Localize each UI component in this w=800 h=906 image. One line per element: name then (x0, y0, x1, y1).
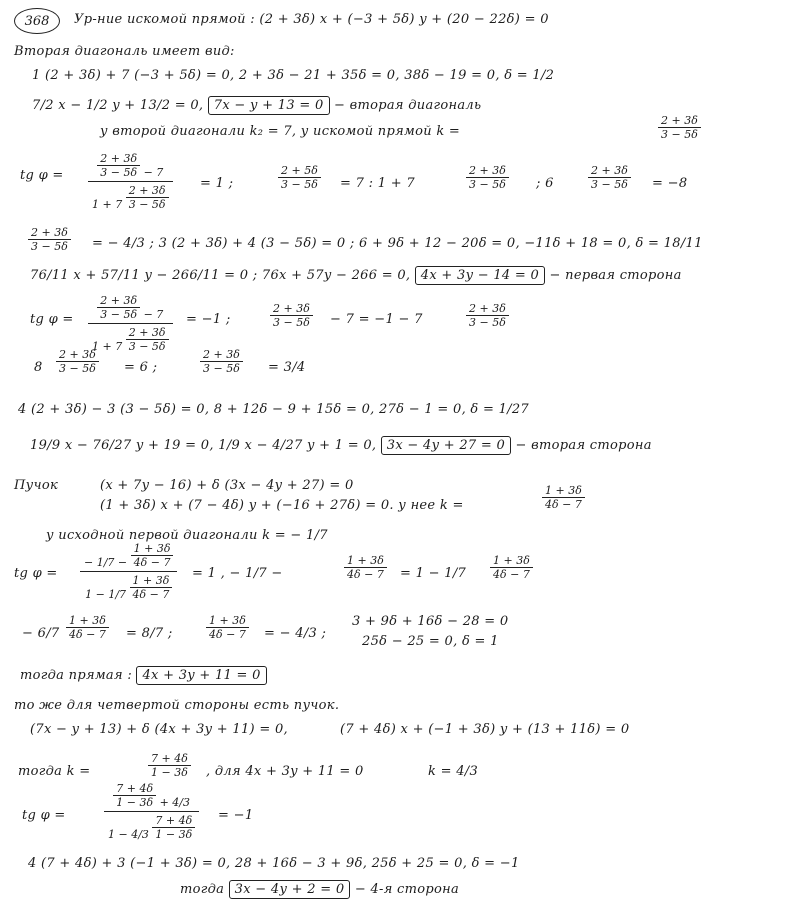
fraction-den: 1 − 3δ (155, 828, 193, 841)
fraction-den: 3 − 5δ (203, 362, 240, 375)
tg4-result: = −1 (218, 808, 254, 823)
diag-equation-text: 7/2 x − 1/2 y + 13/2 = 0, (32, 98, 204, 113)
tg2-top-fraction (97, 294, 140, 321)
fraction-den: 3 − 5δ (59, 362, 96, 375)
line-fourth-expanded: (7 + 4δ) x + (−1 + 3δ) y + (13 + 11δ) = 0 (340, 722, 630, 737)
pencil-expanded: (1 + 3δ) x + (7 − 4δ) y + (−16 + 27δ) = 0. у нее k = (100, 498, 464, 513)
tg3-bottom-left: 1 − 1/7 (85, 588, 127, 601)
fraction-num: 2 + 3δ (270, 302, 313, 316)
line10-eight: 8 (34, 360, 43, 375)
fraction-den: 3 − 5δ (128, 198, 166, 211)
fraction-num: 2 + 3δ (466, 302, 509, 316)
fraction-num: 7 + 4δ (113, 782, 156, 796)
line-equation-sought: Ур-ние искомой прямой : (2 + 3δ) x + (−3 + 5δ) y + (20 − 22δ) = 0 (74, 12, 549, 27)
fraction-den: 3 − 5δ (469, 178, 506, 191)
fourth-side-label: − 4-я сторона (354, 882, 460, 897)
fraction-10a (56, 348, 99, 375)
tg-fraction-4 (104, 782, 199, 841)
line-first-diag-slope: у исходной первой диагонали k = − 1/7 (46, 528, 328, 543)
fraction-num: 7 + 4δ (148, 752, 191, 766)
tg2-bottom-left: 1 + 7 (92, 340, 123, 353)
fraction-16c (490, 554, 533, 581)
line-solve-delta-2: = − 4/3 ; 3 (2 + 3δ) + 4 (3 − 5δ) = 0 ; 6 + 9δ + 12 − 20δ = 0, −11δ + 18 = 0, δ = 18/11 (92, 236, 703, 251)
tg-label-2: tg φ = (30, 312, 74, 327)
fraction-den: 1 − 3δ (116, 796, 154, 809)
fraction-num: 2 + 3δ (200, 348, 243, 362)
fraction-den: 3 − 5δ (100, 308, 138, 321)
tg-fraction-3-bottom (80, 572, 177, 601)
tg2-top-tail: − 7 (143, 308, 164, 321)
tg-label-1: tg φ = (20, 168, 64, 183)
fraction-num: 2 + 5δ (278, 164, 321, 178)
tg-fraction-4-bottom (104, 812, 199, 841)
fraction-den: 3 − 5δ (591, 178, 628, 191)
tg1-bottom-fraction (126, 184, 169, 211)
tg-fraction-2-top (88, 294, 173, 324)
then-line-text: тогда прямая : (20, 668, 132, 683)
tg3-top-left: − 1/7 − (84, 556, 128, 569)
tg1-eq-7: = 7 : 1 + 7 (340, 176, 415, 191)
fraction-num: 7 + 4δ (152, 814, 195, 828)
fraction-7a (28, 226, 71, 253)
boxed-second-diagonal: 7x − y + 13 = 0 (208, 96, 330, 115)
fraction-num: 2 + 3δ (126, 184, 169, 198)
line-slopes: у второй диагонали k₂ = 7, у искомой прямой k = (100, 124, 461, 139)
fraction-21 (148, 752, 191, 779)
tg-fraction-1-bottom (88, 182, 173, 211)
tg1-top-fraction (97, 152, 140, 179)
fraction-den: 4δ − 7 (69, 628, 106, 641)
fraction-den: 1 − 3δ (151, 766, 188, 779)
fraction-num: 2 + 3δ (126, 326, 169, 340)
fraction-num: 1 + 3δ (542, 484, 585, 498)
fraction-den: 3 − 5δ (469, 316, 506, 329)
tg-fraction-3 (80, 542, 177, 601)
boxed-first-side: 4x + 3y − 14 = 0 (415, 266, 545, 285)
line21-k43: k = 4/3 (428, 764, 479, 779)
problem-number: 368 (14, 8, 60, 34)
fraction-6c (588, 164, 631, 191)
tg4-top-fraction (113, 782, 156, 809)
line10-eq6: = 6 ; (124, 360, 158, 375)
tg2-bottom-fraction (126, 326, 169, 353)
tg-fraction-2 (88, 294, 173, 353)
fraction-num: 2 + 3δ (97, 152, 140, 166)
line21-then-k: тогда k = (18, 764, 91, 779)
line21-for: , для 4x + 3y + 11 = 0 (206, 764, 364, 779)
tg2-result: = −1 ; (186, 312, 231, 327)
tg4-bottom-fraction (152, 814, 195, 841)
tg1-six: ; 6 (536, 176, 554, 191)
pencil-label: Пучок (14, 478, 59, 493)
fraction-17a (66, 614, 109, 641)
fraction-den: 4δ − 7 (545, 498, 582, 511)
tg3-eq2: = 1 − 1/7 (400, 566, 467, 581)
fraction-den: 3 − 5δ (100, 166, 138, 179)
line-first-side-equation (30, 268, 682, 283)
line-fourth-side-intro: то же для четвертой стороны есть пучок. (14, 698, 340, 713)
fraction-den: 4δ − 7 (347, 568, 384, 581)
fraction-num: 2 + 3δ (658, 114, 701, 128)
tg1-result: = 1 ; (200, 176, 234, 191)
line-second-side-equation (30, 438, 652, 453)
fraction-17b (206, 614, 249, 641)
fraction-num: 1 + 3δ (130, 574, 173, 588)
second-side-text: 19/9 x − 76/27 y + 19 = 0, 1/9 x − 4/27 y + 1 = 0, (30, 438, 377, 453)
fraction-den: 4δ − 7 (209, 628, 246, 641)
fraction-den: 3 − 5δ (661, 128, 698, 141)
line-fourth-side-result (180, 882, 459, 897)
fraction-9c (270, 302, 313, 329)
fraction-den: 4δ − 7 (493, 568, 530, 581)
fraction-den: 3 − 5δ (273, 316, 310, 329)
fraction-num: 1 + 3δ (490, 554, 533, 568)
tg3-top-fraction (131, 542, 174, 569)
fraction-num: 2 + 3δ (97, 294, 140, 308)
fraction-num: 2 + 3δ (588, 164, 631, 178)
pencil-equation: (x + 7y − 16) + δ (3x − 4y + 27) = 0 (100, 478, 354, 493)
fraction-10b (200, 348, 243, 375)
tg-label-4: tg φ = (22, 808, 66, 823)
fraction-6b (466, 164, 509, 191)
tg-fraction-4-top (104, 782, 199, 812)
tg-fraction-1 (88, 152, 173, 211)
line-solve-delta-4: 4 (7 + 4δ) + 3 (−1 + 3δ) = 0, 28 + 16δ − 3 + 9δ, 25δ + 25 = 0, δ = −1 (28, 856, 520, 871)
fraction-den: 3 − 5δ (128, 340, 166, 353)
fraction-num: 1 + 3δ (206, 614, 249, 628)
fraction-num: 1 + 3δ (344, 554, 387, 568)
line-solve-delta-1: 1 (2 + 3δ) + 7 (−3 + 5δ) = 0, 2 + 3δ − 21 + 35δ = 0, 38δ − 19 = 0, δ = 1/2 (32, 68, 555, 83)
tg4-top-tail: + 4/3 (159, 796, 191, 809)
fraction-num: 1 + 3δ (131, 542, 174, 556)
tg4-bottom-left: 1 − 4/3 (108, 828, 149, 841)
line-then-line (20, 668, 267, 683)
tg-fraction-2-bottom (88, 324, 173, 353)
tg1-bottom-left: 1 + 7 (92, 198, 123, 211)
fraction-num: 2 + 3δ (466, 164, 509, 178)
line10-eq34: = 3/4 (268, 360, 306, 375)
fraction-k-main (658, 114, 701, 141)
fraction-num: 2 + 3δ (56, 348, 99, 362)
tg-fraction-3-top (80, 542, 177, 572)
fraction-6a (278, 164, 321, 191)
diag-label: − вторая диагональ (333, 98, 482, 113)
fraction-den: 4δ − 7 (132, 588, 170, 601)
fraction-num: 1 + 3δ (66, 614, 109, 628)
fraction-den: 3 − 5δ (281, 178, 318, 191)
tg-label-3: tg φ = (14, 566, 58, 581)
boxed-fourth-side: 3x − 4y + 2 = 0 (229, 880, 351, 899)
line-solve-delta-3: 4 (2 + 3δ) − 3 (3 − 5δ) = 0, 8 + 12δ − 9 + 15δ = 0, 27δ − 1 = 0, δ = 1/27 (18, 402, 530, 417)
boxed-third-side: 4x + 3y + 11 = 0 (136, 666, 266, 685)
fraction-den: 4δ − 7 (133, 556, 171, 569)
tg1-minus-8: = −8 (652, 176, 688, 191)
tg3-eq: = 1 , − 1/7 − (192, 566, 283, 581)
second-side-label: − вторая сторона (515, 438, 652, 453)
then-text: тогда (180, 882, 225, 897)
fraction-num: 2 + 3δ (28, 226, 71, 240)
tg2-eq: − 7 = −1 − 7 (330, 312, 423, 327)
line17-solve: 25δ − 25 = 0, δ = 1 (362, 634, 499, 649)
tg3-bottom-fraction (130, 574, 173, 601)
fraction-14 (542, 484, 585, 511)
line-diag-equation (32, 98, 481, 113)
fraction-16b (344, 554, 387, 581)
line-fourth-pencil: (7x − y + 13) + δ (4x + 3y + 11) = 0, (30, 722, 288, 737)
line17-minus-67: − 6/7 (22, 626, 60, 641)
line17-expand: 3 + 9δ + 16δ − 28 = 0 (352, 614, 509, 629)
boxed-second-side: 3x − 4y + 27 = 0 (381, 436, 511, 455)
tg-fraction-1-top: $\frac{2 + 3\delta}{3 - 5\delta}$ − 7 (88, 152, 173, 182)
fraction-den: 3 − 5δ (31, 240, 68, 253)
line-second-diagonal-intro: Вторая диагональ имеет вид: (14, 44, 235, 59)
first-side-label: − первая сторона (549, 268, 682, 283)
fraction-9d (466, 302, 509, 329)
line17-eq43: = − 4/3 ; (264, 626, 327, 641)
line17-eq87: = 8/7 ; (126, 626, 173, 641)
first-side-text: 76/11 x + 57/11 y − 266/11 = 0 ; 76x + 57y − 266 = 0, (30, 268, 411, 283)
